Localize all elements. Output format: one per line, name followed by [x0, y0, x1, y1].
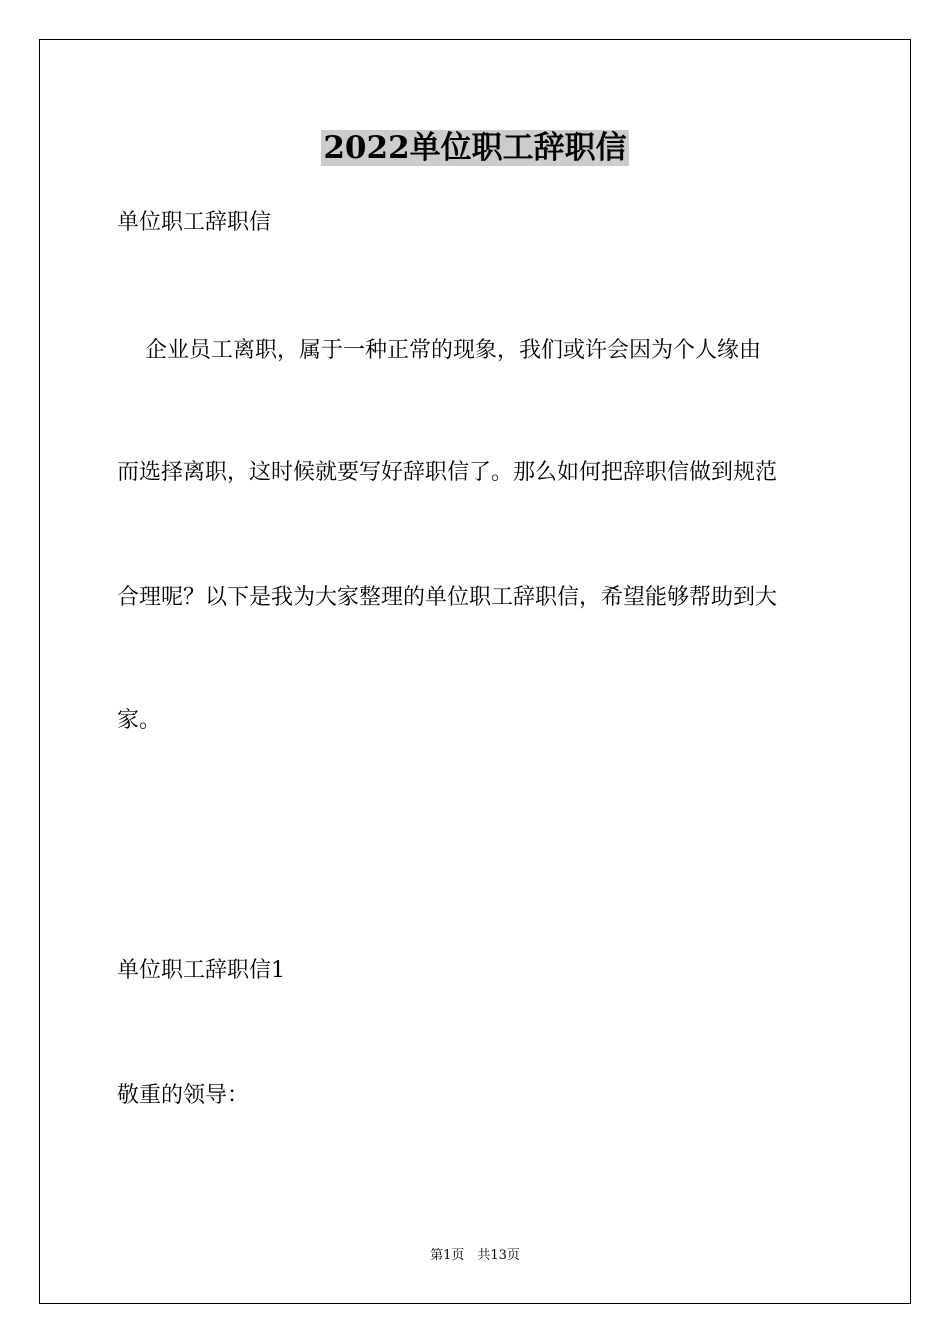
- page-footer: 第1页 共13页: [430, 1248, 520, 1263]
- document-title: [0, 128, 950, 168]
- document-title-text: 2022单位职工辞职信: [323, 130, 627, 166]
- intro-line-1: 企业员工离职，属于一种正常的现象，我们或许会因为个人缘由: [117, 338, 761, 363]
- salutation: 敬重的领导：: [117, 1083, 250, 1108]
- document-subtitle: 单位职工辞职信: [117, 210, 272, 235]
- intro-line-4: 家。: [117, 708, 162, 733]
- section-heading: 单位职工辞职信1: [117, 958, 285, 983]
- intro-line-2: 而选择离职，这时候就要写好辞职信了。那么如何把辞职信做到规范: [117, 460, 778, 485]
- intro-line-3: 合理呢？以下是我为大家整理的单位职工辞职信，希望能够帮助到大: [117, 585, 778, 610]
